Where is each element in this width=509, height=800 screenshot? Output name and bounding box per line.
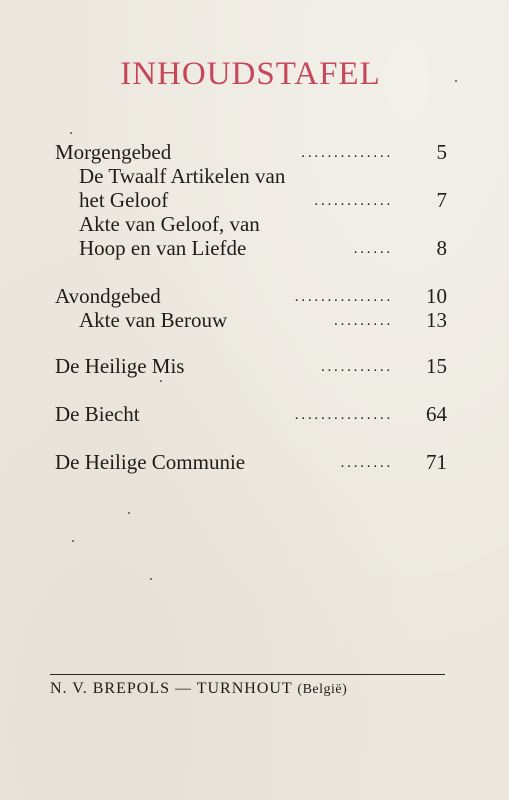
toc-leader-dots: ...... xyxy=(353,241,393,257)
paper-speck xyxy=(150,578,152,580)
toc-entry-label: Avondgebed xyxy=(55,284,161,308)
toc-entry-label: De Heilige Communie xyxy=(55,450,246,474)
toc-entry-label: Morgengebed xyxy=(55,140,172,164)
toc-entry-akte-geloof-line1: Akte van Geloof, van xyxy=(79,212,260,236)
publisher-country: (België) xyxy=(297,682,348,697)
toc-page-number: 15 xyxy=(426,354,447,378)
toc-entry-artikelen xyxy=(55,188,447,212)
toc-entry-artikelen-line1: De Twaalf Artikelen van xyxy=(79,164,286,188)
toc-entry-label: Hoop en van Liefde xyxy=(79,236,247,260)
toc-entry-label: Akte van Berouw xyxy=(79,308,228,332)
toc-leader-dots: ......... xyxy=(334,313,393,329)
toc-leader-dots: ............... xyxy=(294,289,393,305)
toc-page-number: 5 xyxy=(436,140,447,164)
publisher-name: N. V. BREPOLS — TURNHOUT xyxy=(50,680,293,697)
toc-page-number: 13 xyxy=(426,308,447,332)
page-title: INHOUDSTAFEL xyxy=(120,56,381,92)
toc-entry-morgengebed xyxy=(55,140,447,164)
toc-leader-dots: ........ xyxy=(340,455,393,471)
toc-entry-label: het Geloof xyxy=(79,188,169,212)
paper-speck xyxy=(70,132,72,134)
paper-speck xyxy=(160,380,162,382)
toc-entry-label: De Biecht xyxy=(55,402,140,426)
toc-page-number: 8 xyxy=(436,236,447,260)
toc-leader-dots: ............ xyxy=(314,193,393,209)
paper-speck xyxy=(72,540,74,542)
toc-entry-akte-berouw xyxy=(55,308,447,332)
toc-entry-biecht xyxy=(55,402,447,426)
paper-speck xyxy=(455,80,457,82)
publisher-imprint xyxy=(50,680,445,698)
toc-page-number: 64 xyxy=(426,402,447,426)
toc-page-number: 7 xyxy=(436,188,447,212)
toc-page-number: 10 xyxy=(426,284,447,308)
toc-page-number: 71 xyxy=(426,450,447,474)
toc-entry-akte-geloof xyxy=(55,236,447,260)
toc-entry-heilige-communie xyxy=(55,450,447,474)
toc-leader-dots: ........... xyxy=(320,359,393,375)
paper-speck xyxy=(128,512,130,514)
footer-divider xyxy=(50,674,445,675)
toc-entry-label: De Heilige Mis xyxy=(55,354,185,378)
toc-entry-heilige-mis xyxy=(55,354,447,378)
toc-entry-avondgebed xyxy=(55,284,447,308)
toc-leader-dots: ............... xyxy=(294,407,393,423)
toc-leader-dots: .............. xyxy=(301,145,393,161)
